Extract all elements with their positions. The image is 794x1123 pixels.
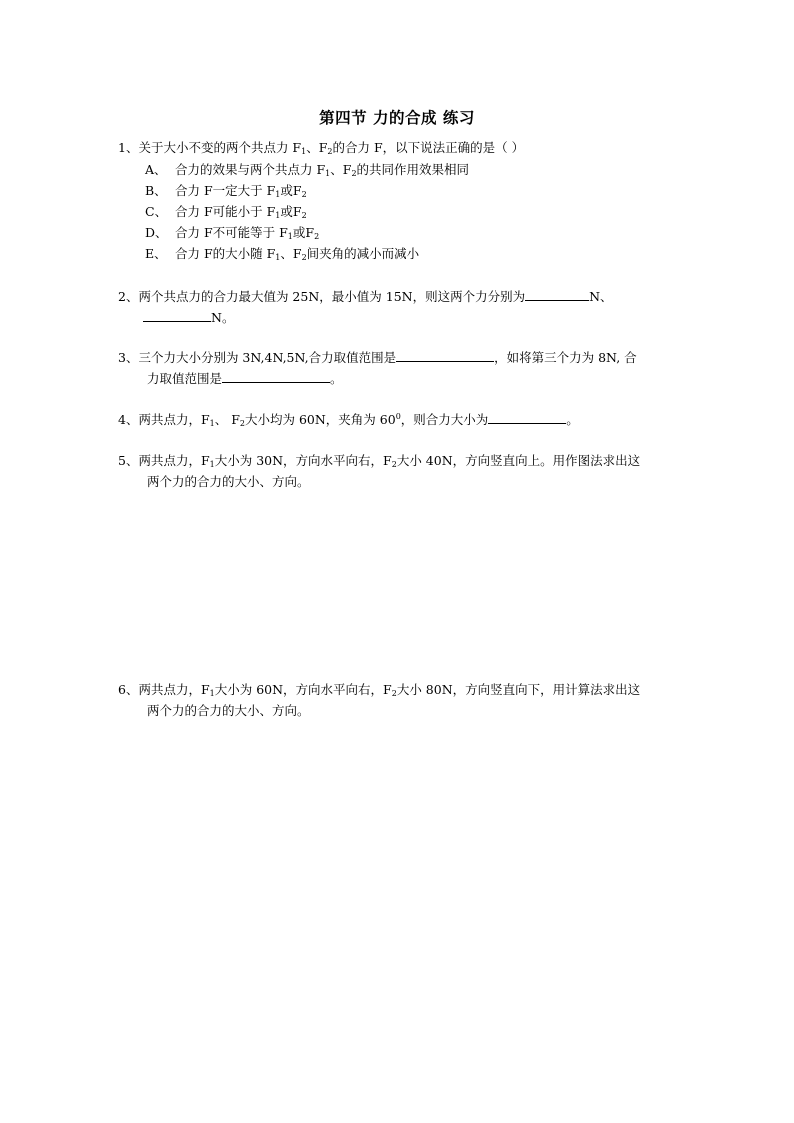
option-d: D、 合力 F不可能等于 $F_1$或$F_2$ <box>145 225 320 241</box>
question-5-line-1: 5、两共点力，$F_1$大小为 30N，方向水平向右，$F_2$大小 40N，方向竖直向上。用作图法求出这 <box>118 453 641 469</box>
question-4: 4、两共点力，$F_1$、 $F_2$大小均为 60N，夹角为 $60^0$，则合力大小为 。 <box>118 412 579 428</box>
question-5-line-2: 两个力的合力的大小、方向。 <box>147 474 310 489</box>
page-title: 第四节 力的合成 练习 <box>319 108 475 127</box>
question-6-line-1: 6、两共点力，$F_1$大小为 60N，方向水平向右，$F_2$大小 80N，方向竖直向下，用计算法求出这 <box>118 682 641 698</box>
question-1-stem: 1、关于大小不变的两个共点力 $F_1$、$F_2$的合力 F，以下说法正确的是（ ） <box>118 140 525 156</box>
option-e: E、 合力 F的大小随 $F_1$、$F_2$间夹角的减小而减小 <box>145 246 420 262</box>
answer-blank-3b[interactable] <box>222 371 330 383</box>
answer-blank-4[interactable] <box>488 412 566 424</box>
question-2-line-1: 2、两个共点力的合力最大值为 25N，最小值为 15N，则这两个力分别为 N、 <box>118 289 613 304</box>
question-3-line-1: 3、三个力大小分别为 3N,4N,5N,合力取值范围是 ，如将第三个力为 8N, 合 <box>118 350 637 365</box>
question-2-line-2: N。 <box>143 310 234 326</box>
question-3-line-2: 力取值范围是 。 <box>147 371 343 386</box>
answer-blank-2b[interactable] <box>143 310 211 322</box>
option-c: C、 合力 F可能小于 $F_1$或$F_2$ <box>145 204 307 220</box>
option-a: A、 合力的效果与两个共点力 $F_1$、$F_2$的共同作用效果相同 <box>145 162 470 178</box>
option-b: B、 合力 F一定大于 $F_1$或$F_2$ <box>145 183 307 199</box>
answer-blank-3a[interactable] <box>396 350 494 362</box>
answer-blank-2a[interactable] <box>525 289 589 301</box>
question-6-line-2: 两个力的合力的大小、方向。 <box>147 703 310 718</box>
